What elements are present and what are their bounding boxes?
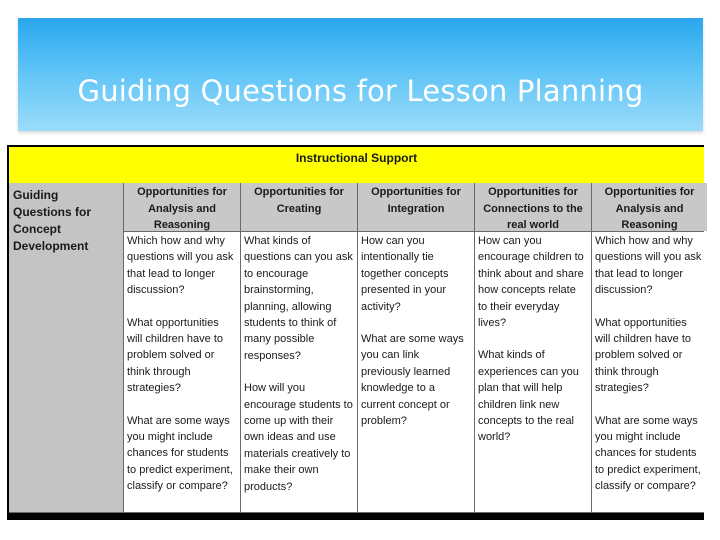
question-text: What opportunities will children have to problem solved or think through strategies? (595, 316, 691, 395)
column-header-real-world: Opportunities for Connections to the real world (475, 183, 591, 231)
column-header-creating: Opportunities for Creating (241, 183, 357, 231)
cell-analysis-reasoning (124, 232, 240, 512)
cell-real-world (475, 232, 591, 512)
cell-creating (241, 232, 357, 512)
question-text: What opportunities will children have to problem solved or think through strategies? (127, 316, 223, 395)
question-text: What are some ways you might include chances for students to predict experiment, classify or compare? (127, 414, 233, 493)
question-text: What kinds of experiences can you plan that will help children link new concepts to the real world? (478, 349, 579, 444)
column-header-analysis-reasoning-2: Opportunities for Analysis and Reasoning (592, 183, 707, 231)
title-banner (18, 18, 703, 131)
question-text: How will you encourage students to come up with their own ideas and use materials creatively to make their own products? (244, 382, 353, 493)
question-text: What are some ways you might include chances for students to predict experiment, classify or compare? (595, 414, 701, 493)
question-text: How can you intentionally tie together concepts presented in your activity? (361, 235, 449, 313)
column-header-analysis-reasoning: Opportunities for Analysis and Reasoning (124, 183, 240, 231)
question-text: What are some ways you can link previously learned knowledge to a current concept or problem? (361, 333, 464, 428)
slide-title: Guiding Questions for Lesson Planning (77, 74, 644, 108)
row-header-concept-development: Guiding Questions for Concept Development (9, 183, 123, 512)
question-text: Which how and why questions will you ask that lead to longer discussion? (127, 235, 234, 297)
instructional-support-header (9, 147, 704, 183)
column-header-integration: Opportunities for Integration (358, 183, 474, 231)
question-text: Which how and why questions will you ask that lead to longer discussion? (595, 235, 702, 297)
question-text: How can you encourage children to think about and share how concepts relate to their everyday lives? (478, 235, 584, 330)
cell-integration (358, 232, 474, 512)
guiding-questions-table (7, 145, 704, 520)
questions-grid (9, 183, 704, 513)
instructional-support-label: Instructional Support (295, 151, 418, 165)
cell-analysis-reasoning-2 (592, 232, 707, 512)
question-text: What kinds of questions can you ask to encourage brainstorming, planning, allowing students to think of many possible responses? (244, 235, 353, 362)
